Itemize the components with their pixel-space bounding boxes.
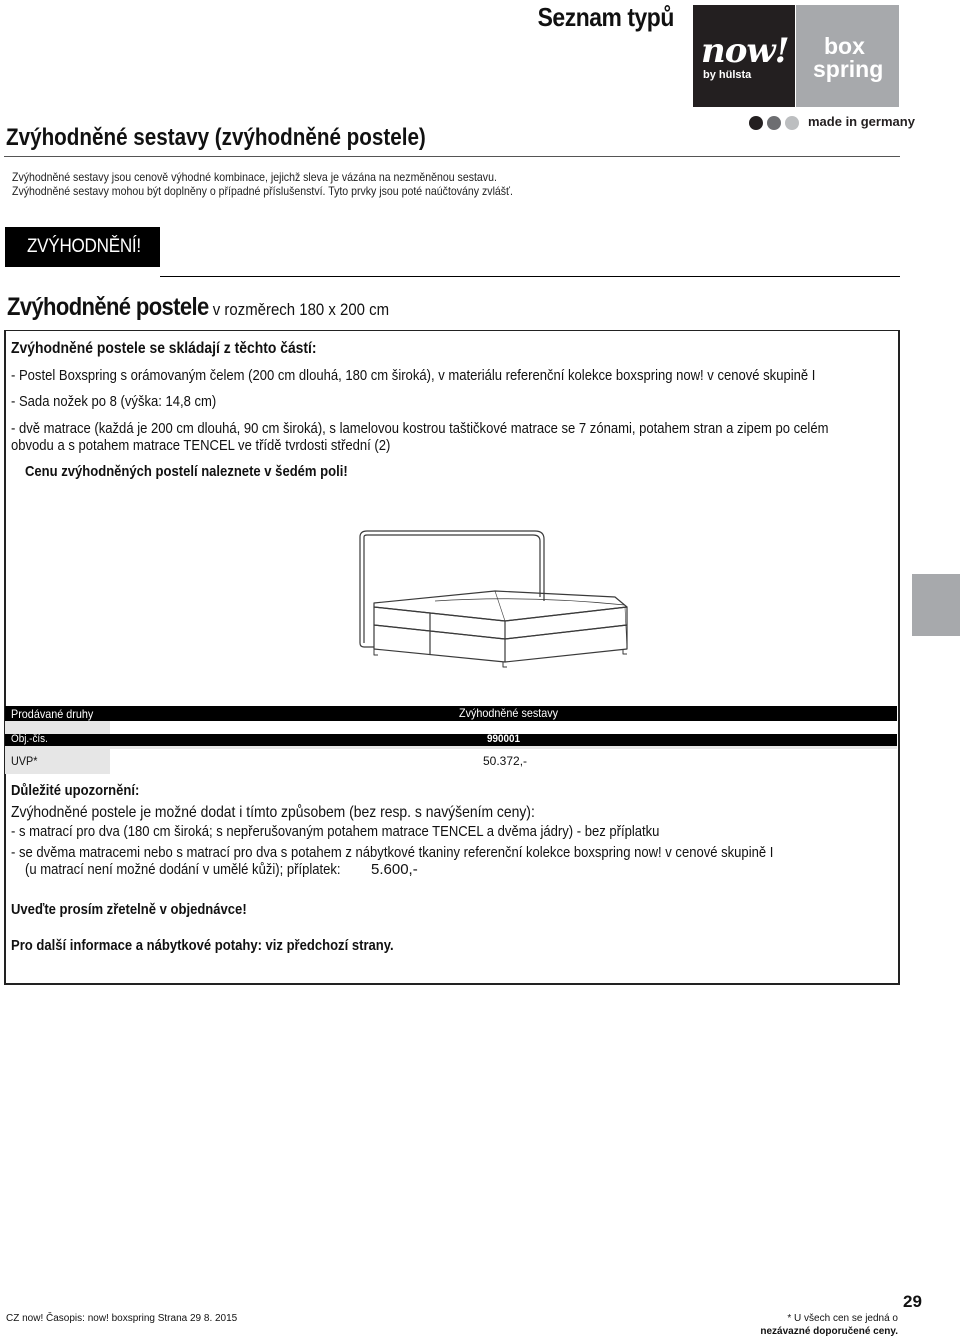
notice-line: Zvýhodněné postele je možné dodat i tímto způsobem (bez resp. s navýšením ceny):	[11, 804, 535, 821]
logo-box-text: box	[824, 33, 865, 59]
now-logo	[693, 5, 795, 107]
dot-mid-icon	[767, 116, 781, 130]
order-number-label: Obj.-čís.	[11, 733, 48, 745]
info-note: Pro další informace a nábytkové potahy: viz předchozí strany.	[11, 937, 394, 954]
section-title: Zvýhodněné sestavy (zvýhodněné postele)	[6, 124, 426, 151]
page-title: Seznam typů	[537, 2, 674, 32]
order-note: Uveďte prosím zřetelně v objednávce!	[11, 901, 247, 918]
page-number: 29	[903, 1292, 922, 1311]
price-label: UVP*	[11, 754, 38, 768]
notice-line: - s matrací pro dva (180 cm široká; s nepřerušovaným potahem matrace TENCEL a dvěma jádry) - bez příplatku	[11, 823, 660, 840]
component-item: - Sada nožek po 8 (výška: 14,8 cm)	[11, 393, 217, 410]
bed-title	[7, 293, 389, 322]
made-in-germany: made in germany	[808, 114, 915, 129]
bed-illustration	[355, 525, 705, 675]
chapter-tab	[912, 574, 960, 636]
footer-left: CZ now! Časopis: now! boxspring Strana 29 8. 2015	[6, 1313, 238, 1324]
footer-price-note: * U všech cen se jedná o	[787, 1313, 898, 1324]
divider	[160, 276, 900, 277]
logo-spring-text: spring	[813, 56, 884, 82]
notice-line: - se dvěma matracemi nebo s matrací pro dva s potahem z nábytkové tkaniny referenční kolekce boxspring now! v cenové skupině I	[11, 844, 774, 861]
logo-by-text: by hülsta	[703, 69, 752, 81]
bed-title-size: v rozměrech 180 x 200 cm	[208, 300, 390, 319]
component-item: - Postel Boxspring s orámovaným čelem (200 cm dlouhá, 180 cm široká), v materiálu referenční kolekce boxspring now! v cenové skupině I	[11, 367, 816, 384]
dot-light-icon	[785, 116, 799, 130]
surcharge-value: 5.600,-	[371, 861, 418, 878]
advantage-badge	[5, 227, 160, 267]
component-item: - dvě matrace (každá je 200 cm dlouhá, 90 cm široká), s lamelovou kostrou taštičkové matrace se 7 zónami, potahem stran a zipem po celém	[11, 420, 829, 437]
price-value: 50.372,-	[483, 754, 528, 768]
table-row-divider	[5, 734, 897, 746]
boxspring-logo	[796, 5, 899, 107]
order-number-value: 990001	[487, 733, 521, 745]
notice-line: (u matrací není možné dodání v umělé kůži); příplatek:	[25, 861, 341, 878]
dot-dark-icon	[749, 116, 763, 130]
component-item: obvodu a s potahem matrace TENCEL ve třídě tvrdosti střední (2)	[11, 437, 391, 454]
footer-price-note-2: nezávazné doporučené ceny.	[760, 1326, 898, 1337]
divider	[4, 156, 900, 157]
consists-heading: Zvýhodněné postele se skládají z těchto částí:	[11, 340, 317, 357]
bed-title-bold: Zvýhodněné postele	[7, 293, 209, 321]
price-note: Cenu zvýhodněných postelí naleznete v šedém poli!	[25, 463, 348, 480]
notice-heading: Důležité upozornění:	[11, 782, 140, 799]
table-header-label: Prodávané druhy	[11, 707, 94, 721]
intro-line: Zvýhodněné sestavy mohou být doplněny o případné příslušenství. Tyto prvky jsou poté naúčtovány zvlášť.	[12, 184, 513, 198]
intro-line: Zvýhodněné sestavy jsou cenově výhodné kombinace, jejichž sleva je vázána na nezměněnou sestavu.	[12, 170, 497, 184]
logo-now-text: now!	[701, 31, 789, 71]
table-header-sets: Zvýhodněné sestavy	[459, 706, 559, 720]
badge-text: ZVÝHODNĚNÍ!	[27, 236, 141, 257]
table-header	[5, 706, 897, 721]
